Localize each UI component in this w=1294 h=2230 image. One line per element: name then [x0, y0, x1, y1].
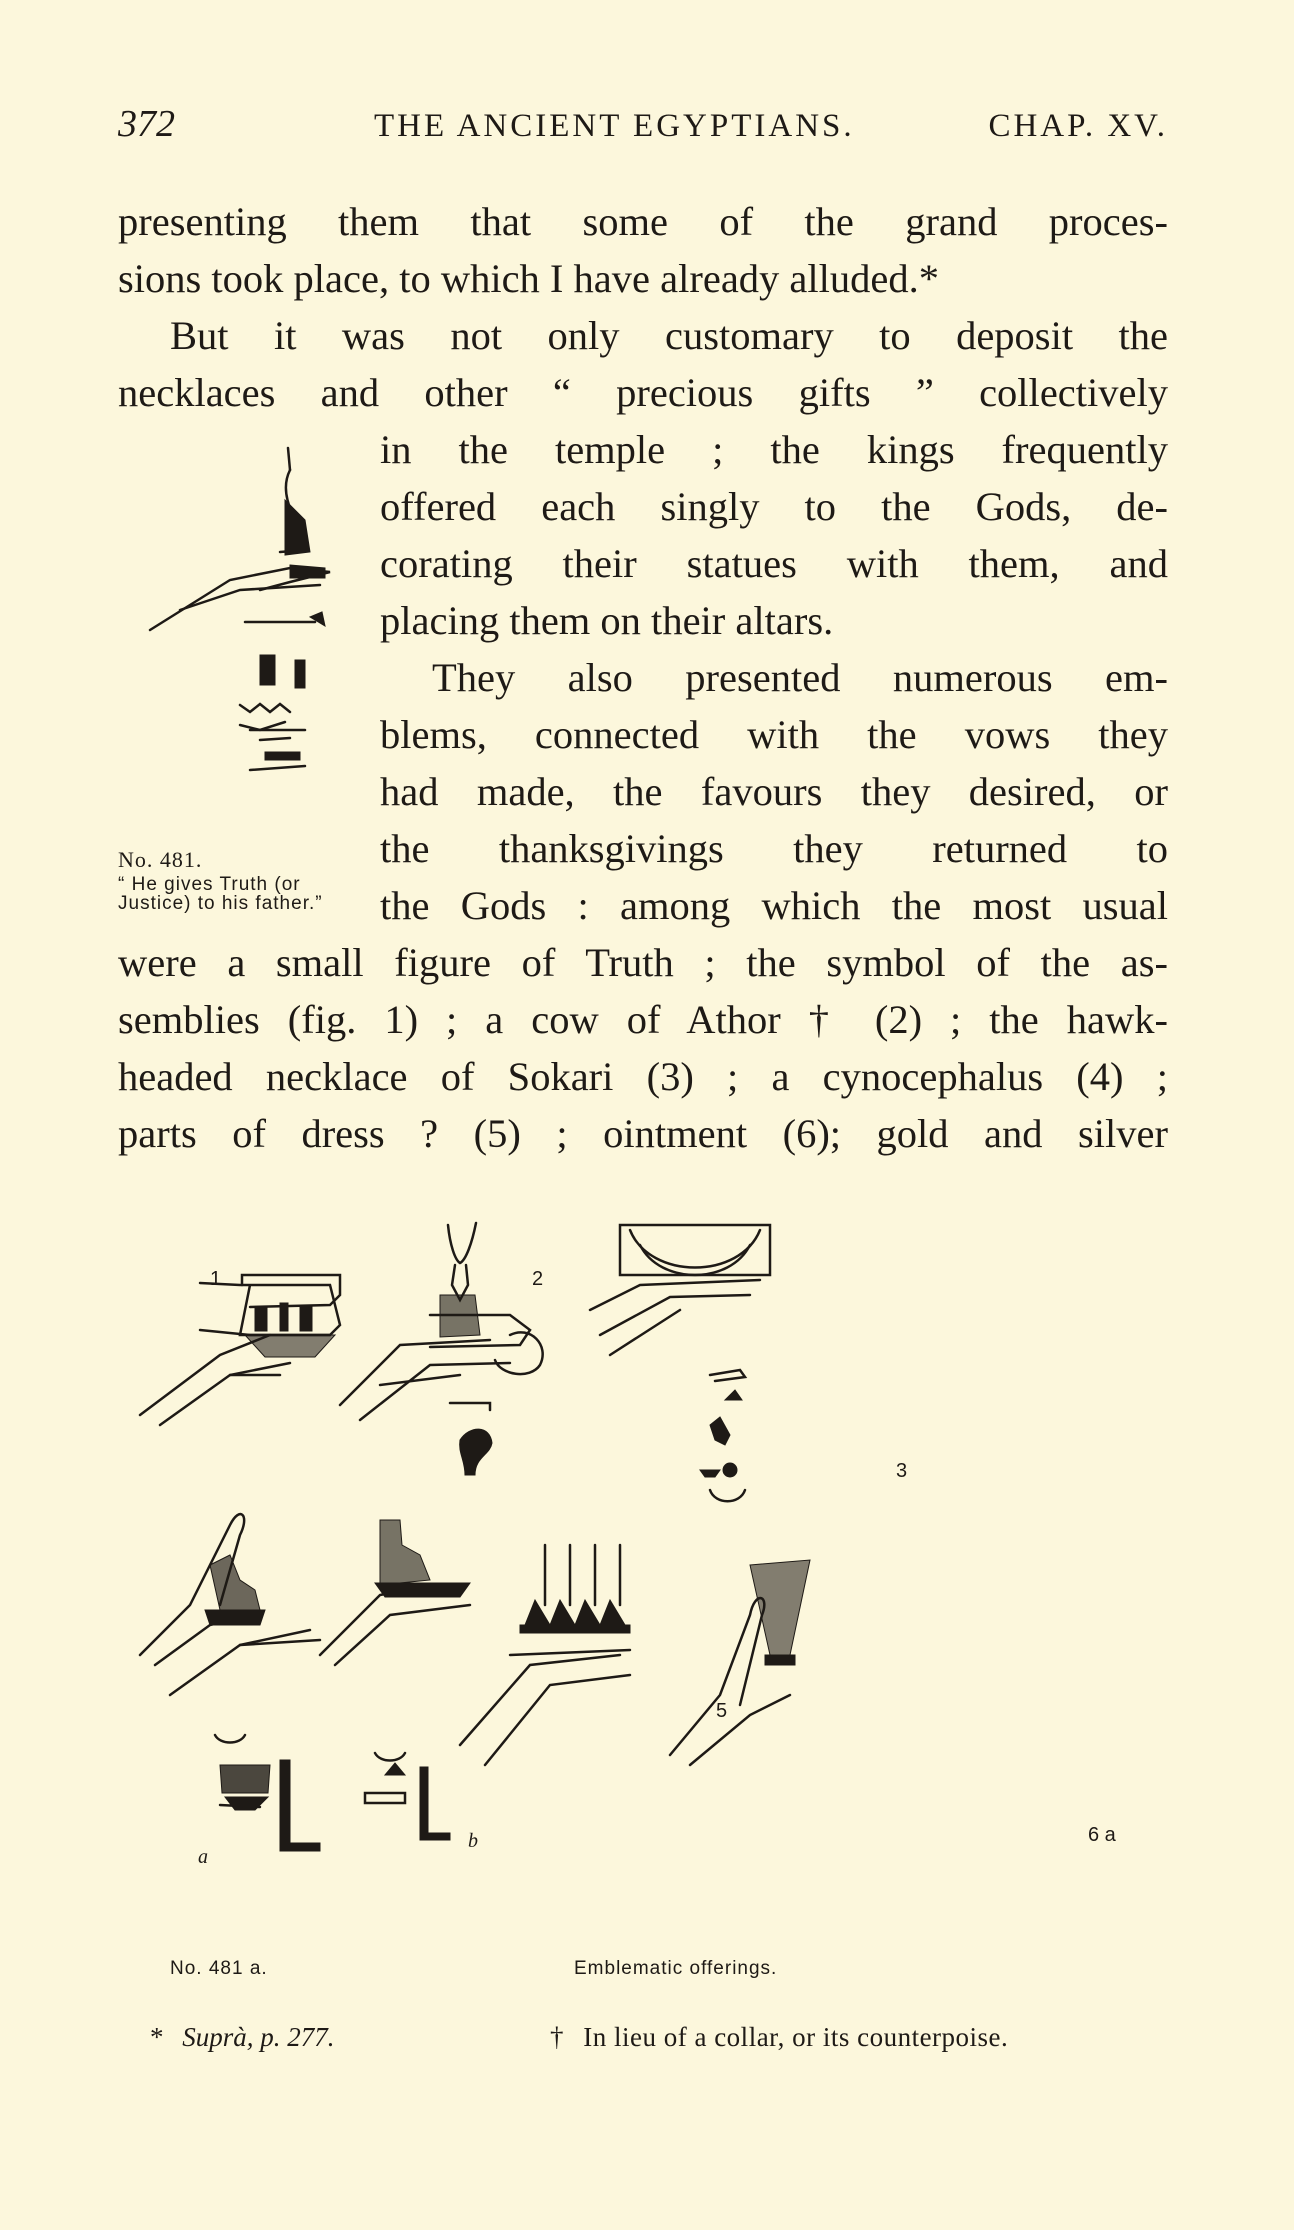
text-line: blems, connected with the vows they: [380, 712, 1168, 757]
footnote-text: In lieu of a collar, or its counterpoise.: [583, 2022, 1009, 2052]
figure-481-caption: [118, 847, 373, 914]
footnote-text: Suprà, p. 277.: [182, 2022, 335, 2052]
text-line: But it was not only customary to deposit the: [170, 313, 1168, 358]
offerings-illustration: [130, 1185, 1180, 1955]
figure-481-illustration: [140, 440, 350, 840]
body-text-wrapped: [380, 421, 1168, 934]
text-line: in the temple ; the kings frequently: [380, 427, 1168, 472]
text-line: sions took place, to which I have already alluded.*: [118, 256, 939, 301]
offering-label: 1: [210, 1268, 222, 1290]
text-line: were a small figure of Truth ; the symbol of the as-: [118, 940, 1168, 985]
text-line: parts of dress ? (5) ; ointment (6); gold and silver: [118, 1111, 1168, 1156]
offering-label: 3: [896, 1460, 908, 1482]
text-line: had made, the favours they desired, or: [380, 769, 1168, 814]
offering-label: 6 a: [1088, 1824, 1116, 1846]
offering-letter: b: [468, 1830, 478, 1852]
text-line: presenting them that some of the grand proces-: [118, 199, 1168, 244]
text-line: placing them on their altars.: [380, 598, 834, 643]
footnote-1: [150, 2022, 335, 2053]
offering-label: 2: [532, 1268, 544, 1290]
figure-481-caption-line: Justice) to his father.”: [118, 893, 323, 914]
footnote-marker: *: [150, 2022, 164, 2052]
text-line: corating their statues with them, and: [380, 541, 1168, 586]
text-line: offered each singly to the Gods, de-: [380, 484, 1168, 529]
running-title: THE ANCIENT EGYPTIANS.: [374, 108, 855, 144]
text-line: They also presented numerous em-: [432, 655, 1168, 700]
text-line: headed necklace of Sokari (3) ; a cynocephalus (4) ;: [118, 1054, 1168, 1099]
body-text-top: [118, 193, 1168, 421]
figure-481-number: No. 481.: [118, 847, 203, 872]
figure-481-caption-line: “ He gives Truth (or: [118, 874, 301, 895]
chapter-label: CHAP. XV.: [988, 108, 1168, 144]
footnotes: [150, 2022, 1170, 2062]
text-line: necklaces and other “ precious gifts ” collectively: [118, 370, 1168, 415]
text-line: the Gods : among which the most usual: [380, 883, 1168, 928]
footnote-marker: †: [550, 2022, 564, 2052]
offering-label: 5: [716, 1700, 728, 1722]
footnote-2: [550, 2022, 1008, 2053]
text-line: semblies (fig. 1) ; a cow of Athor † (2) ; the hawk-: [118, 997, 1168, 1042]
running-header: [118, 103, 1168, 158]
offering-letter: a: [198, 1846, 208, 1868]
page-number: 372: [118, 103, 175, 145]
text-line: the thanksgivings they returned to: [380, 826, 1168, 871]
offerings-caption: Emblematic offerings.: [574, 1958, 778, 1979]
offerings-figure-number: No. 481 a.: [170, 1958, 268, 1979]
body-text-bottom: [118, 934, 1168, 1162]
